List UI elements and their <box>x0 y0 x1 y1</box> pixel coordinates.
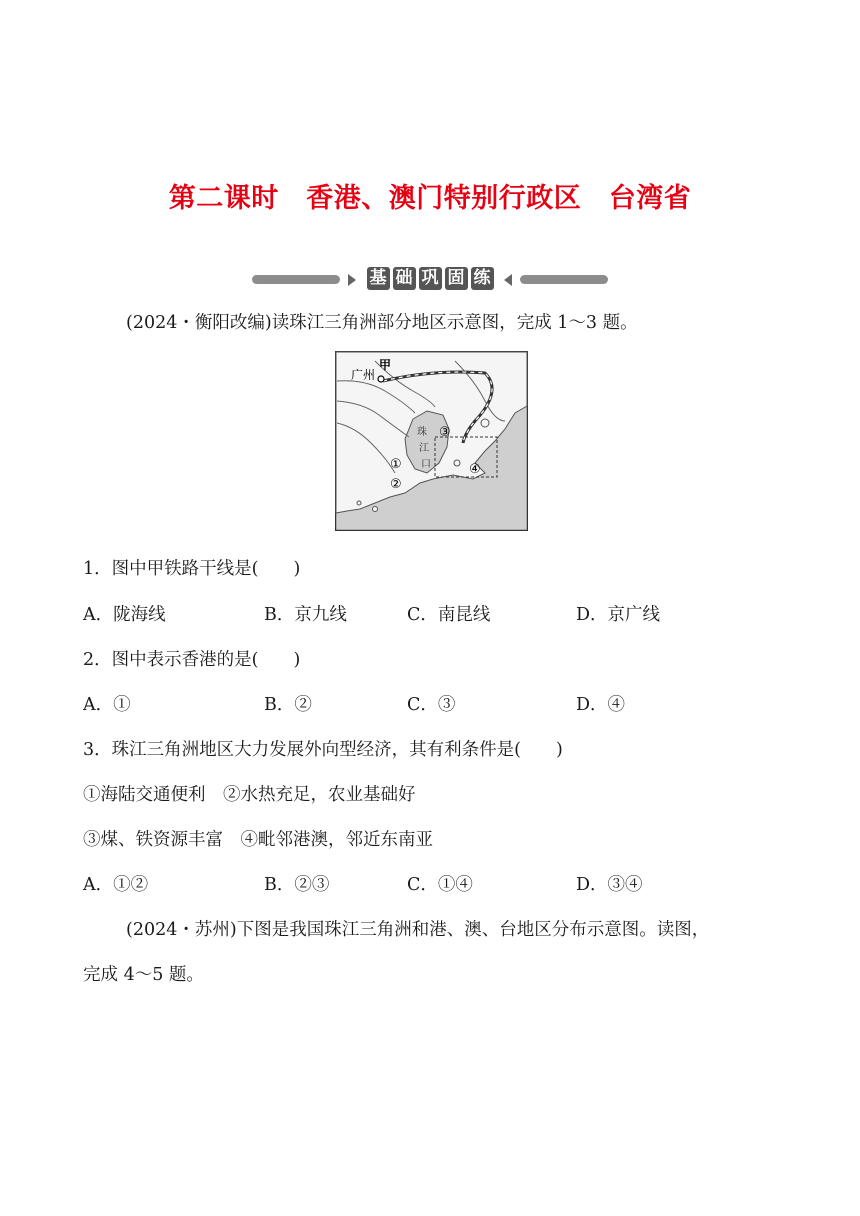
section-header <box>252 267 608 293</box>
question-2-option-c[interactable]: C．③ <box>407 695 456 715</box>
map-marker-3: ③ <box>439 425 451 440</box>
section-arrow-right-icon <box>348 274 356 286</box>
question-3-option-a[interactable]: A．①② <box>83 875 149 895</box>
question-2-option-d[interactable]: D．④ <box>576 695 626 715</box>
guangzhou-dot-icon <box>378 376 384 382</box>
map-label-guangzhou: 广州 <box>351 368 376 382</box>
question-3-option-c[interactable]: C．①④ <box>407 875 473 895</box>
question-2-stem: 2．图中表示香港的是( ) <box>83 650 301 670</box>
map-marker-4: ④ <box>469 462 481 477</box>
intro-question-group-2-line-1: (2024・苏州)下图是我国珠江三角洲和港、澳、台地区分布示意图。读图， <box>126 920 710 940</box>
section-char: 础 <box>393 267 416 290</box>
section-char: 基 <box>367 267 390 290</box>
question-2-option-b[interactable]: B．② <box>264 695 312 715</box>
question-3-statements-line-2: ③煤、铁资源丰富 ④毗邻港澳，邻近东南亚 <box>83 830 433 850</box>
section-arrow-left-icon <box>504 274 512 286</box>
map-marker-1: ① <box>390 457 402 472</box>
section-char: 巩 <box>419 267 442 290</box>
question-1-option-a[interactable]: A．陇海线 <box>83 605 166 625</box>
question-3-option-d[interactable]: D．③④ <box>576 875 643 895</box>
question-2-option-a[interactable]: A．① <box>83 695 131 715</box>
intro-question-group-2-line-2: 完成 4～5 题。 <box>83 965 204 985</box>
map-label-kou: 口 <box>421 459 431 470</box>
page-title: 第二课时 香港、澳门特别行政区 台湾省 <box>168 183 692 214</box>
question-1-option-d[interactable]: D．京广线 <box>576 605 661 625</box>
map-marker-2: ② <box>390 477 402 492</box>
section-bar-right <box>520 275 608 284</box>
section-bar-left <box>252 275 340 284</box>
section-char: 固 <box>445 267 468 290</box>
map-label-zhu: 珠 <box>417 427 427 438</box>
question-3-stem: 3．珠江三角洲地区大力发展外向型经济，其有利条件是( ) <box>83 740 563 760</box>
question-3-option-b[interactable]: B．②③ <box>264 875 330 895</box>
pearl-river-delta-map <box>335 351 528 531</box>
map-label-jia: 甲 <box>379 358 392 372</box>
question-1-option-c[interactable]: C．南昆线 <box>407 605 491 625</box>
question-1-stem: 1．图中甲铁路干线是( ) <box>83 559 301 579</box>
question-1-option-b[interactable]: B．京九线 <box>264 605 347 625</box>
section-label <box>364 267 496 293</box>
section-char: 练 <box>471 267 494 290</box>
question-3-statements-line-1: ①海陆交通便利 ②水热充足，农业基础好 <box>83 785 416 805</box>
intro-question-group-1: (2024・衡阳改编)读珠江三角洲部分地区示意图，完成 1～3 题。 <box>126 313 638 333</box>
map-label-jiang: 江 <box>419 443 429 454</box>
